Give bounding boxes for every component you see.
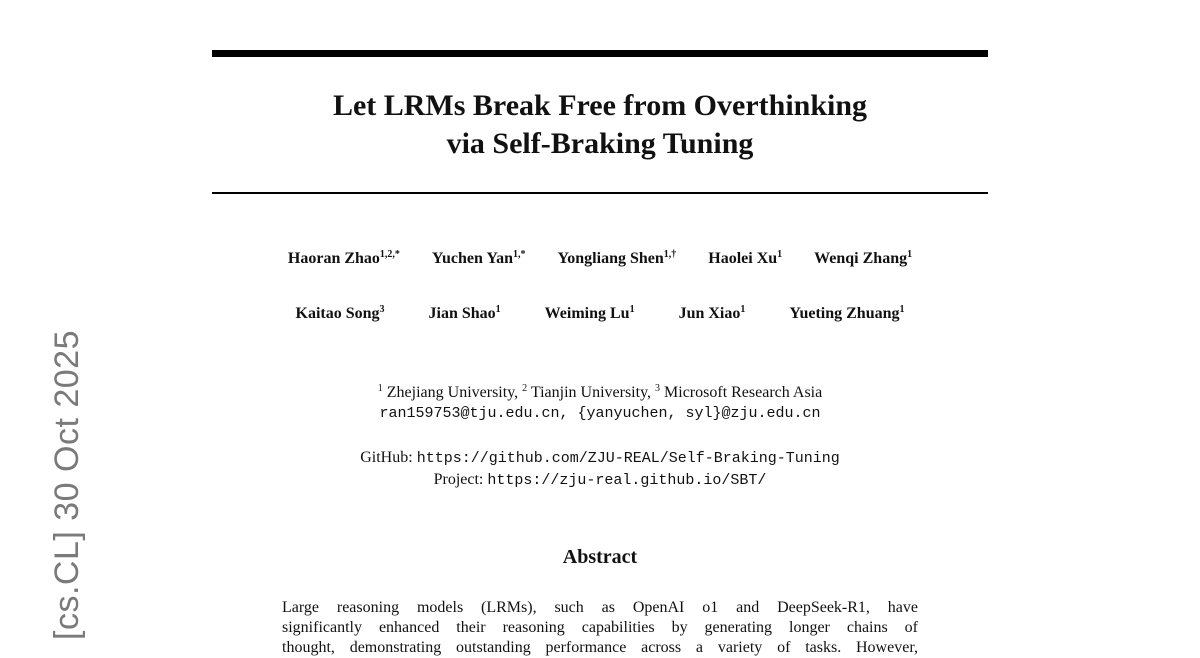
abstract-heading: Abstract [562, 546, 638, 568]
author: Weiming Lu$^1$ [544, 304, 635, 322]
github-link[interactable]: https://github.com/ZJU-REAL/Self-Braking-Tuning [416, 450, 840, 467]
author: Jian Shao$^1$ [428, 304, 501, 322]
paper-title [212, 87, 988, 163]
author-row-1 [212, 249, 988, 269]
arxiv-side-stamp: [cs.CL] 30 Oct 2025 [48, 330, 86, 640]
author: Wenqi Zhang$^1$ [814, 249, 913, 267]
author: Haolei Xu$^1$ [708, 249, 783, 267]
title-line-2: via Self-Braking Tuning [446, 127, 754, 160]
author: Kaitao Song$^3$ [295, 304, 385, 322]
affiliations [212, 382, 988, 424]
github-line: GitHub: https://github.com/ZJU-REAL/Self-Braking-Tuning [360, 449, 840, 467]
project-links [212, 447, 988, 491]
abstract-line: significantly enhanced their reasoning capabilities by generating longer chains of [282, 619, 918, 636]
author-row-2 [212, 304, 988, 324]
author: Jun Xiao$^1$ [678, 304, 746, 322]
title-line-1: Let LRMs Break Free from Overthinking [332, 89, 868, 122]
author: Yongliang Shen$^{1,\dagger}$ [557, 249, 677, 267]
top-rule [212, 50, 988, 57]
bottom-rule [212, 192, 988, 194]
author: Haoran Zhao$^{1,2,*}$ [287, 249, 400, 267]
affiliation-line: $^1$ Zhejiang University, $^2$ Tianjin University, $^3$ Microsoft Research Asia [377, 383, 823, 401]
author: Yueting Zhuang$^1$ [789, 304, 905, 322]
abstract-line: thought, demonstrating outstanding performance across a variety of tasks. However, [282, 639, 918, 656]
email-addresses: ran159753@tju.edu.cn, {yanyuchen, syl}@zju.edu.cn [379, 405, 821, 422]
abstract-body [282, 598, 918, 658]
abstract-line: Large reasoning models (LRMs), such as OpenAI o1 and DeepSeek-R1, have [282, 599, 918, 616]
author: Yuchen Yan$^{1,*}$ [431, 249, 526, 267]
project-line: Project: https://zju-real.github.io/SBT/ [433, 471, 767, 489]
project-link[interactable]: https://zju-real.github.io/SBT/ [487, 472, 767, 489]
